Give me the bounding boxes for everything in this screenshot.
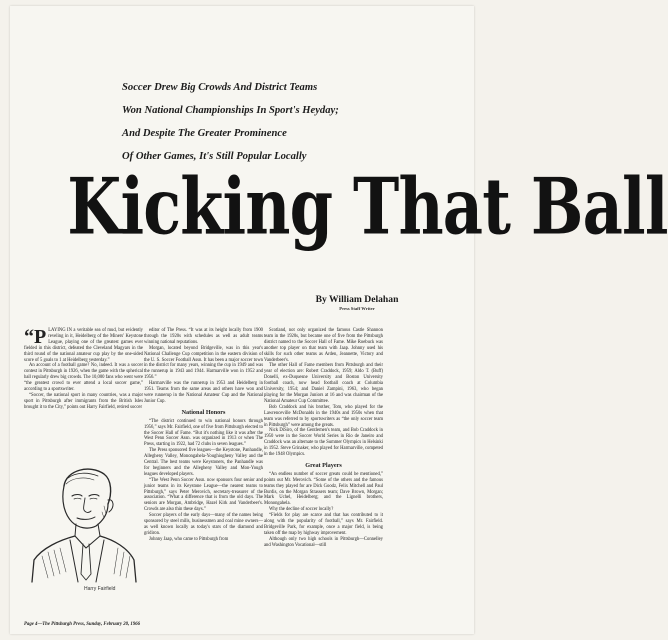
deck-line: Won National Championships In Sport's Heyday; bbox=[122, 105, 339, 116]
byline-author: By William Delahan bbox=[315, 294, 399, 305]
lead-paragraph bbox=[24, 328, 143, 363]
paragraph-text: LAYING IN a veritable sea of mud, but evidently reveling in it, Heidelberg of the Miners' Keystone League, playing one of the greatest games ever fielded in this district, defeated the Cleveland Magyars in the third round of the national amateur cup play by the one-sided score of 5 goals to 1 at Heidelberg yesterday.” bbox=[24, 328, 143, 363]
paragraph: “Fields for play are scarce and that has contributed to it along with the popularity of football,” says Mr. Fairfield. Bridgeville Park, for example, once a major field, is being taken off the map by highway improvement. bbox=[264, 513, 383, 536]
paragraph: Scotland, not only organized the famous Castle Shannon team in the 1920s, but became one of five from the Pittsburgh district named to the Soccer Hall of Fame. Mike Roebuck was another top player on that team with Jaap. Johnny used his skills for such other teams as Arden, Jeannette, Victory and Vanderbeer's. bbox=[264, 328, 383, 363]
paragraph: The Press sponsored five leagues—the Keystone, Panhandle, Allegheny Valley, Monongahela-Youghiogheny Valley and the Central. The best teams were Keystoners, the Panhandle was for beginners and the Allegheny Valley and Mon-Yough leagues developed players. bbox=[144, 448, 263, 477]
article-column-1 bbox=[24, 328, 143, 444]
paragraph: Harmarville was the runnerup in 1953 and Heidelberg in 1951. Teams from the same areas and others have won and were runnerup in the National Amateur Cup and the National Junior Cup. bbox=[144, 381, 263, 404]
drop-cap: “P bbox=[24, 326, 47, 348]
paragraph: Although only two high schools in Pittsburgh—Connelley and Washington Vocational—still bbox=[264, 536, 383, 548]
paragraph: An account of a football game? No, indeed. It was a soccer contest in Pittsburgh in 1926, when the game with the spherical ball regularly drew big crowds. The 10,000 fans who went were “the greatest crowd to ever attend a local soccer game,” according to a sportswriter. bbox=[24, 363, 143, 393]
photo-caption: Harry Fairfield bbox=[84, 586, 116, 592]
page-footer: Page 4—The Pittsburgh Press, Sunday, February 20, 1966 bbox=[24, 622, 141, 627]
article-column-3 bbox=[264, 328, 383, 598]
deck-line: Of Other Games, It's Still Popular Locally bbox=[122, 151, 307, 162]
byline-title: Press Staff Writer bbox=[339, 306, 375, 311]
section-subhead: National Honors bbox=[181, 408, 226, 416]
paragraph: Soccer players of the early days—many of the names being sponsored by steel mills, businessmen and coal mine owners—as well known locally as today's stars of the diamond and gridiron. bbox=[144, 513, 263, 536]
deck-line: And Despite The Greater Prominence bbox=[122, 128, 287, 139]
paragraph: “Soccer, the national sport in many countries, was a major sport in Pittsburgh after immigrants from the British Isles brought it to the City,” points out Harry Fairfield, retired soccer bbox=[24, 392, 143, 410]
portrait-sketch bbox=[28, 456, 138, 584]
paragraph: Why the decline of soccer locally? bbox=[269, 507, 334, 513]
paragraph: editor of The Press. “It was at its height locally from 1900 through the 1920s with schedules as well as adult teams winning national reputations. bbox=[144, 328, 263, 345]
newspaper-page bbox=[10, 6, 668, 634]
paragraph: Nick DiSiro, of the Gentlemen's team, and Bob Craddock in 1950 were in the Soccer World Series in Rio de Janeiro and Craddock was an alternate to the Summer Olympics in Helsinki in 1952. Steve Grinaker, who played for Harmarville, competed in the 1948 Olympics. bbox=[264, 428, 383, 458]
page-title: Kicking That Ball bbox=[67, 161, 668, 253]
paragraph: “The district continued to win national honors through 1956,” says Mr. Fairfield, one of five from Pittsburgh elected to the Soccer Hall of Fame. “But it's nothing like it was after the West Penn Soccer Assn. was organized in 1913 or when The Press, starting in 1922, had 72 clubs in seven leagues.” bbox=[144, 418, 263, 448]
paragraph: “The West Penn Soccer Assn. now sponsors four senior and junior teams in its Keystone League—the nearest teams to Pittsburgh,” says Peter Merovich, secretary-treasurer of the association. “What a difference that is from the old days. The seniors are Morgan, Ambridge, Hazel Kirk and Vanderbeer's. Crowds are also thin these days.” bbox=[144, 477, 263, 513]
deck-line: Soccer Drew Big Crowds And District Teams bbox=[122, 82, 318, 93]
paragraph: Morgan, located beyond Bridgeville, was in this year's National Challenge Cup competition in the eastern division of the U. S. Soccer Football Assn. It has been a major soccer town in the district for many years, winning the cup in 1949 and was the runnerup in 1943 and 1944. Harmarville won in 1952 and 1956.” bbox=[144, 345, 263, 381]
paragraph: Bob Craddock and his brother, Tom, who played for the Lawrenceville McDonalds in the 1940s and 1950s when that team was referred to by sportswriters as “the only soccer team in Pittsburgh” were among the greats. bbox=[264, 404, 383, 428]
section-subhead: Great Players bbox=[305, 461, 342, 469]
article-column-2 bbox=[144, 328, 263, 596]
paragraph: “An endless number of soccer greats could be mentioned,” points out Mr. Merovich. “Some of the others and the famous teams they played for are Dick Goodz, Felix Mitchell and Paul Burdis, on the Morgan Strassers team; Dave Brown, Morgan; Mark Uchel, Heidelberg; and the Lignelli brothers, Monongahela. bbox=[264, 471, 383, 507]
paragraph: Johnny Jaap, who came to Pittsburgh from bbox=[149, 536, 229, 542]
paragraph: The other Hall of Fame members from Pittsburgh and their year of election are: Robert Craddock, 1959; Aldo T. (Buff) Donelli, ex-Duquesne University and Boston University football coach, now head football coach at Columbia University, 1954; and Daniel Zampini, 1963, who began playing for the Morgan Juniors at 16 and was chairman of the National Amateur Cup Committee. bbox=[264, 363, 383, 404]
